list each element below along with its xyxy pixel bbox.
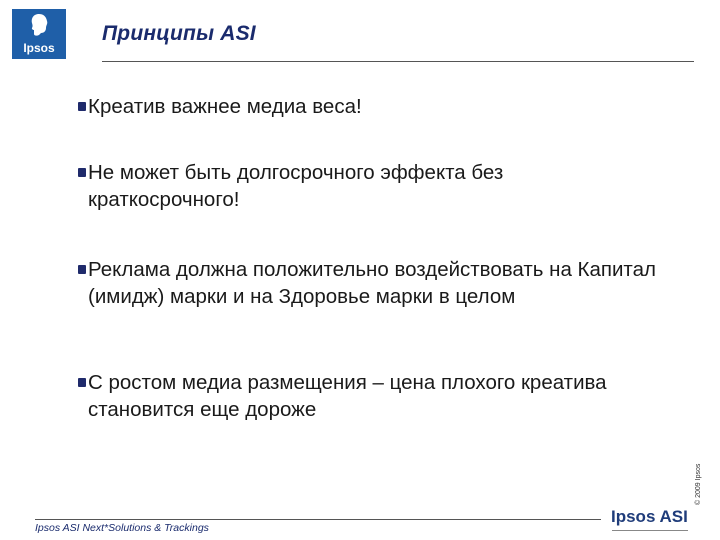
footer-caption: Ipsos ASI Next*Solutions & Trackings [35, 522, 209, 534]
bullet-text: Креатив важнее медиа веса! [88, 95, 362, 118]
bullet-item [78, 93, 658, 120]
bullet-text: Реклама должна положительно воздействовать на Капитал (имидж) марки и на Здоровье марки в целом [88, 258, 656, 308]
title-divider [102, 61, 694, 62]
ipsos-logo [12, 9, 66, 59]
bullet-square-icon [78, 378, 86, 387]
footer-brand-underline [612, 530, 688, 531]
footer-brand: Ipsos ASI [611, 507, 688, 526]
logo-text: Ipsos [23, 41, 55, 55]
bullet-item [78, 256, 658, 310]
bullet-square-icon [78, 168, 86, 177]
copyright-notice: © 2009 Ipsos [695, 463, 702, 505]
footer-divider [35, 519, 601, 520]
bullet-item [78, 159, 658, 213]
bullet-square-icon [78, 265, 86, 274]
bullet-square-icon [78, 102, 86, 111]
bullet-item [78, 369, 658, 423]
page-title: Принципы ASI [102, 22, 256, 45]
bullet-text: С ростом медиа размещения – цена плохого креатива становится еще дороже [88, 371, 607, 421]
head-silhouette-icon [27, 12, 51, 38]
bullet-text: Не может быть долгосрочного эффекта без краткосрочного! [88, 161, 504, 211]
